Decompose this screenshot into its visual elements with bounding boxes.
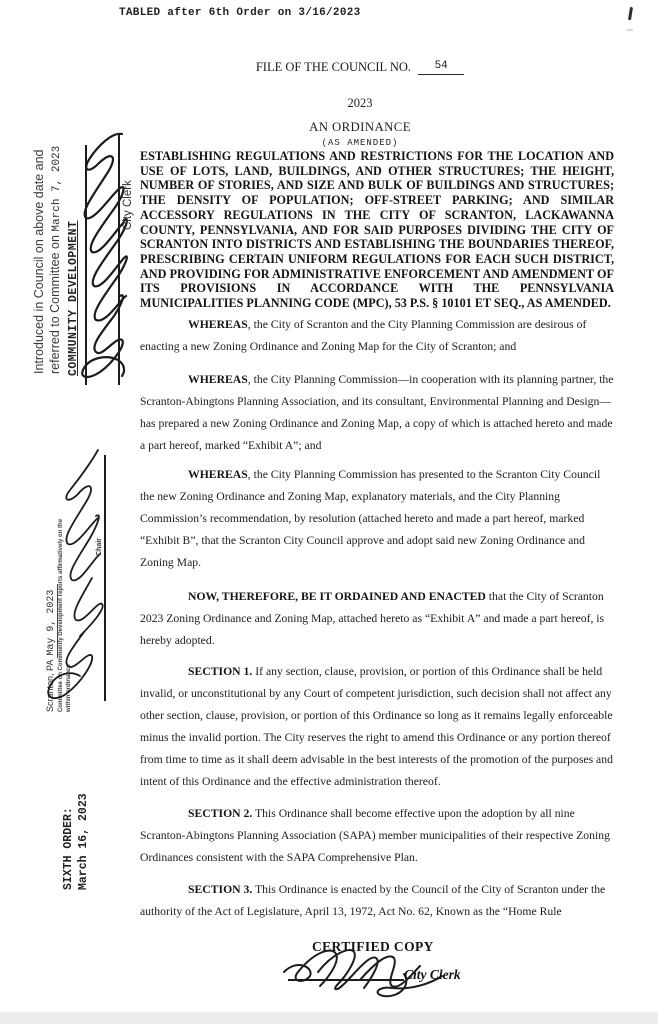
file-of-council-line <box>100 60 620 78</box>
city-clerk-footer-label: City Clerk <box>404 967 461 982</box>
report-text-line1: Committee on Community Development reports affirmatively on the <box>58 518 64 712</box>
scan-artifact-dot <box>627 29 633 31</box>
introduced-stamp-line2-text: referred to Committee on <box>48 235 62 374</box>
report-location: Scranton, PA <box>45 660 55 712</box>
order-label: SIXTH ORDER: <box>62 807 75 890</box>
scan-edge-band <box>0 1012 658 1024</box>
paragraph-section-1 <box>140 661 614 792</box>
city-clerk-label: City Clerk <box>122 180 134 230</box>
document-title: AN ORDINANCE <box>309 120 411 134</box>
paragraph-lead: SECTION 1. <box>188 665 253 678</box>
paragraph-whereas-2 <box>140 369 614 457</box>
paragraph-whereas-3 <box>140 464 614 574</box>
paragraph-section-2 <box>140 803 614 869</box>
paragraph-text: This Ordinance shall become effective upon the adoption by all nine Scranton-Abingtons Planning Association (SAPA) member municipalities of their respective Zoning Ordinances consistent with the SAPA Comprehensive Plan. <box>140 807 610 864</box>
file-number: 54 <box>418 60 464 75</box>
paragraph-whereas-1 <box>140 314 614 358</box>
paragraph-text: that the City of Scranton 2023 Zoning Ordinance and Zoning Map, attached hereto as “Exhibit A” and made a part hereof, is hereby adopted. <box>140 590 605 647</box>
paragraph-lead: WHEREAS <box>188 318 248 331</box>
paragraph-text: , the City of Scranton and the City Planning Commission are desirous of enacting a new Zoning Ordinance and Zoning Map for the City of Scranton; and <box>140 318 587 353</box>
paragraph-text: , the City Planning Commission has presented to the Scranton City Council the new Zoning Ordinance and Zoning Map, explanatory materials, and the City Planning Commission’s recommendation, by resolution (attached hereto and made a part hereof, marked “Exhibit B”, that the Scranton City Council approve and adopt said new Zoning Ordinance and Zoning Map. <box>140 468 601 569</box>
paragraph-lead: SECTION 3. <box>188 883 253 896</box>
paragraph-lead: WHEREAS <box>188 373 248 386</box>
paragraph-text: , the City Planning Commission—in cooperation with its planning partner, the Scranton-Abingtons Planning Association, and its consultant, Environmental Planning and Design—has prepared a new Zoning Ordinance and Zoning Map, a copy of which is attached hereto and made a part hereof, marked “Exhibit A”; and <box>140 373 614 452</box>
year: 2023 <box>347 96 373 110</box>
paragraph-lead: NOW, THEREFORE, BE IT ORDAINED AND ENACTED <box>188 590 486 603</box>
paragraph-enactment <box>140 586 614 652</box>
ordinance-summary: ESTABLISHING REGULATIONS AND RESTRICTIONS FOR THE LOCATION AND USE OF LOTS, LAND, BUILDINGS, AND OTHER STRUCTURES; THE HEIGHT, NUMBER OF STORIES, AND SIZE AND BULK OF BUILDINGS AND STRUCTURES; THE DENSITY OF POPULATION; OFF-STREET PARKING; AND SIMILAR ACCESSORY REGULATIONS IN THE CITY OF SCRANTON, LACKAWANNA COUNTY, PENNSYLVANIA, AND FOR SAID PURPOSES DIVIDING THE CITY OF SCRANTON INTO DISTRICTS AND ESTABLISHING THE BOUNDARIES THEREOF, PRESCRIBING CERTAIN UNIFORM REGULATIONS FOR EACH SUCH DISTRICT, AND PROVIDING FOR ADMINISTRATIVE ENFORCEMENT AND AMENDMENT OF ITS PROVISIONS IN ACCORDANCE WITH THE PENNSYLVANIA MUNICIPALITIES PLANNING CODE (MPC), 53 P.S. § 10101 ET SEQ., AS AMENDED. <box>140 149 614 311</box>
paragraph-lead: WHEREAS <box>188 468 248 481</box>
tabled-note: TABLED after 6th Order on 3/16/2023 <box>119 7 361 19</box>
referred-date: March 7, 2023 <box>51 145 63 232</box>
committee-name-stamp: COMMUNITY DEVELOPMENT <box>67 220 80 376</box>
chair-label: Chair <box>96 538 103 556</box>
chair-signature <box>36 446 108 710</box>
report-date: May 9, 2023 <box>46 584 58 658</box>
signature-line <box>288 979 404 981</box>
paragraph-section-3 <box>140 879 614 923</box>
scan-artifact-tick <box>628 7 633 20</box>
introduced-stamp <box>31 146 65 374</box>
order-date: March 16, 2023 <box>76 793 90 890</box>
certified-copy-label: CERTIFIED COPY <box>312 939 434 954</box>
introduced-stamp-line1: Introduced in Council on above date and <box>32 149 46 374</box>
paragraph-text: If any section, clause, provision, or portion of this Ordinance shall be held invalid, or unconstitutional by any Court of competent jurisdiction, such decision shall not affect any other section, clause, provision, or portion of this Ordinance so long as it remains legally enforceable minus the invalid portion. The City reserves the right to amend this Ordinance or any portion thereof from time to time as it shall deem advisable in the best interests of the promotion of the purposes and intent of this Ordinance and the effective administration thereof. <box>140 665 613 788</box>
file-of-council-label: FILE OF THE COUNCIL NO. <box>255 60 412 74</box>
report-text-line2: within ordinance <box>65 664 72 712</box>
sixth-order-note <box>62 793 91 890</box>
paragraph-lead: SECTION 2. <box>188 807 253 820</box>
city-clerk-signature <box>66 128 130 392</box>
paragraph-text: This Ordinance is enacted by the Council of the City of Scranton under the authority of the Act of Legislature, April 13, 1972, Act No. 62, Known as the “Home Rule <box>140 883 606 918</box>
introduced-stamp-line2 <box>47 146 65 374</box>
amended-note: (AS AMENDED) <box>321 138 399 148</box>
